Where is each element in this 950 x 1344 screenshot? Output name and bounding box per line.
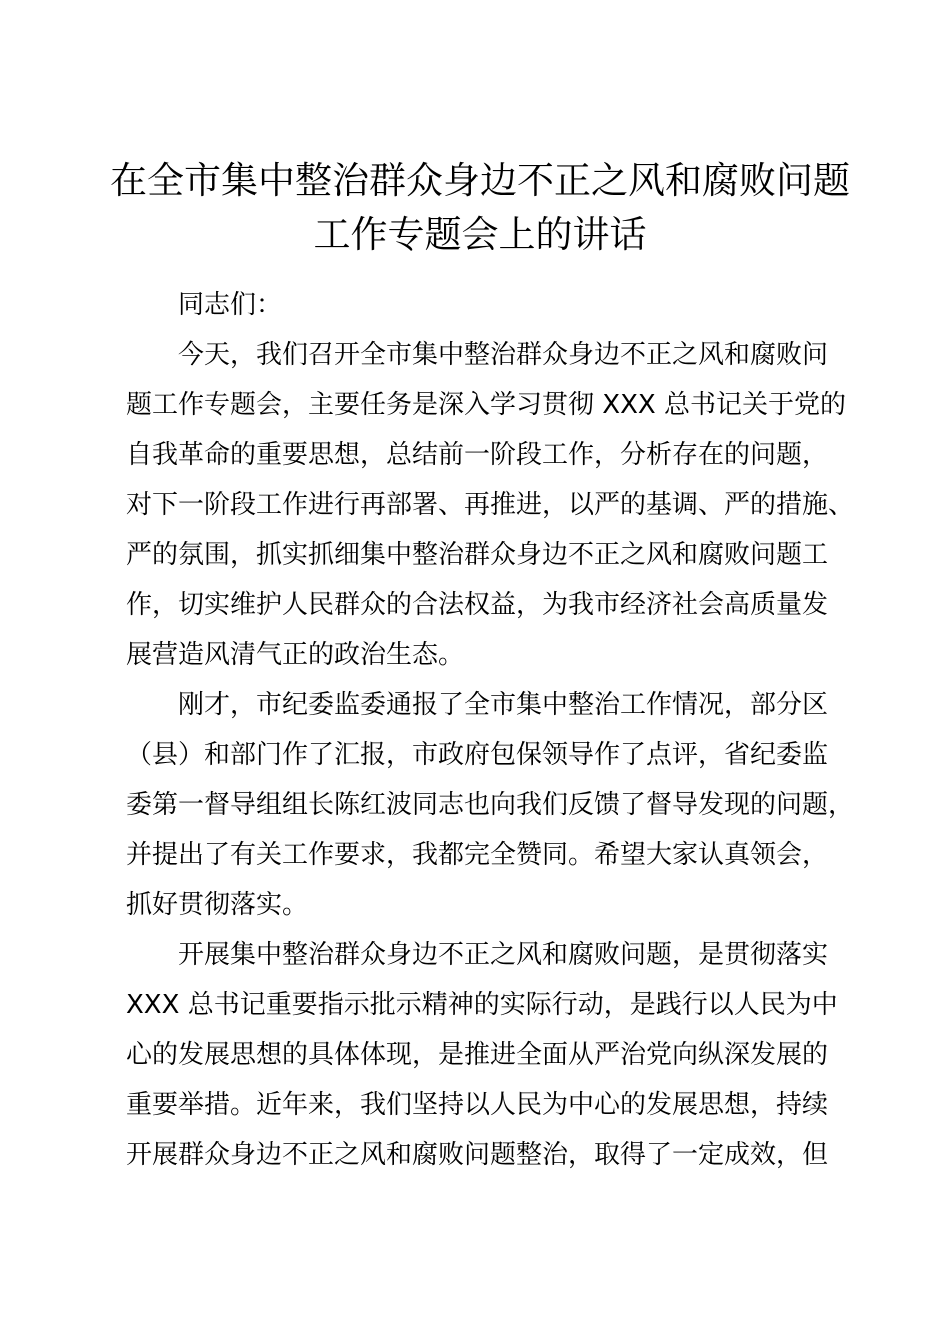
paragraph-3-line-2: XXX 总书记重要指示批示精神的实际行动，是践行以人民为中: [126, 990, 838, 1020]
paragraph-1-line-5: 严的氛围，抓实抓细集中整治群众身边不正之风和腐败问题工: [126, 540, 829, 570]
salutation: 同志们：: [178, 290, 283, 320]
paragraph-2-line-3: 委第一督导组组长陈红波同志也向我们反馈了督导发现的问题，: [126, 790, 855, 820]
paragraph-3-line-5: 开展群众身边不正之风和腐败问题整治，取得了一定成效，但: [126, 1140, 829, 1170]
paragraph-3-line-4: 重要举措。近年来，我们坚持以人民为中心的发展思想，持续: [126, 1090, 829, 1120]
document-title-line-1: 在全市集中整治群众身边不正之风和腐败问题: [110, 159, 850, 202]
paragraph-2-line-2: （县）和部门作了汇报，市政府包保领导作了点评，省纪委监: [126, 740, 829, 770]
paragraph-3-line-3: 心的发展思想的具体体现，是推进全面从严治党向纵深发展的: [126, 1040, 829, 1070]
paragraph-3-line-1: 开展集中整治群众身边不正之风和腐败问题，是贯彻落实: [178, 940, 829, 970]
paragraph-1-line-3: 自我革命的重要思想，总结前一阶段工作，分析存在的问题，: [126, 440, 829, 470]
paragraph-1-line-6: 作，切实维护人民群众的合法权益，为我市经济社会高质量发: [126, 590, 829, 620]
paragraph-2-line-1: 刚才，市纪委监委通报了全市集中整治工作情况，部分区: [178, 690, 829, 720]
paragraph-1-line-4: 对下一阶段工作进行再部署、再推进，以严的基调、严的措施、: [126, 490, 855, 520]
paragraph-2-line-5: 抓好贯彻落实。: [126, 890, 309, 920]
paragraph-1-line-1: 今天，我们召开全市集中整治群众身边不正之风和腐败问: [178, 340, 829, 370]
paragraph-2-line-4: 并提出了有关工作要求，我都完全赞同。希望大家认真领会，: [126, 840, 829, 870]
document-title-line-2: 工作专题会上的讲话: [313, 213, 647, 256]
paragraph-1-line-2: 题工作专题会，主要任务是深入学习贯彻 XXX 总书记关于党的: [126, 390, 846, 420]
paragraph-1-line-7: 展营造风清气正的政治生态。: [126, 640, 465, 670]
